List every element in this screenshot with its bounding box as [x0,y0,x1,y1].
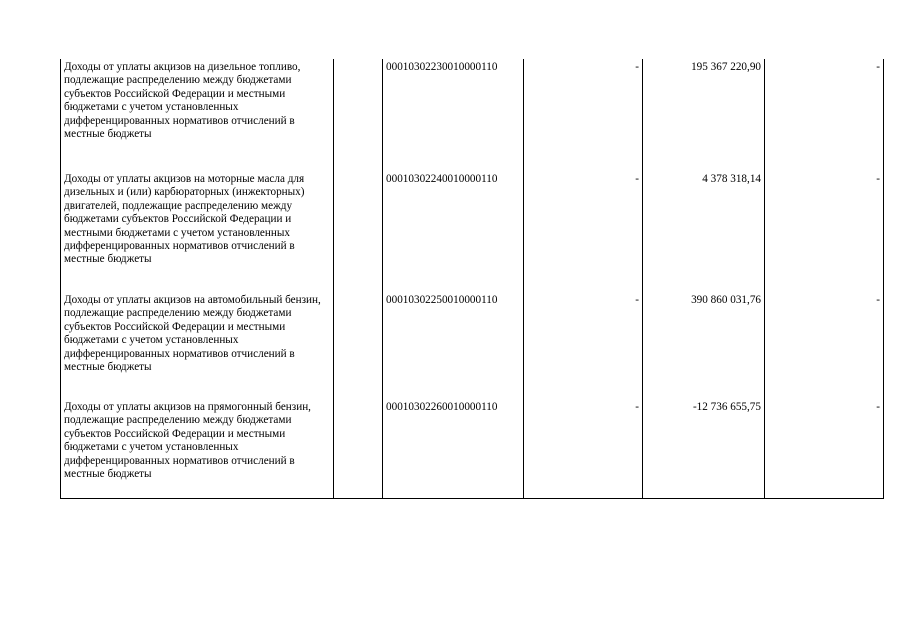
executed-amount-cell: 4 378 318,14 [643,171,765,292]
unexecuted-amount-cell: - [765,59,884,171]
revenue-name-cell: Доходы от уплаты акцизов на прямогонный бензин, подлежащие распределению между бюджетами субъектов Российской Федерации и местными бюджетами с учетом установленных дифференцированных нормативов отчислений в местные бюджеты [61,399,334,499]
executed-amount-cell: -12 736 655,75 [643,399,765,499]
budget-code-cell: 00010302240010000110 [383,171,524,292]
empty-cell [334,59,383,171]
unexecuted-amount-cell: - [765,399,884,499]
empty-cell [334,171,383,292]
budget-code-cell: 00010302250010000110 [383,292,524,399]
budget-code-cell: 00010302230010000110 [383,59,524,171]
executed-amount-cell: 195 367 220,90 [643,59,765,171]
unexecuted-amount-cell: - [765,292,884,399]
approved-amount-cell: - [524,171,643,292]
revenue-name-cell: Доходы от уплаты акцизов на моторные масла для дизельных и (или) карбюраторных (инжекторных) двигателей, подлежащие распределению между бюджетами субъектов Российской Федерации и местными бюджетами с учетом установленных дифференцированных нормативов отчислений в местные бюджеты [61,171,334,292]
revenue-table [60,59,884,499]
revenue-name-cell: Доходы от уплаты акцизов на дизельное топливо, подлежащие распределению между бюджетами субъектов Российской Федерации и местными бюджетами с учетом установленных дифференцированных нормативов отчислений в местные бюджеты [61,59,334,171]
table-row [61,171,884,292]
revenue-name-cell: Доходы от уплаты акцизов на автомобильный бензин, подлежащие распределению между бюджетами субъектов Российской Федерации и местными бюджетами с учетом установленных дифференцированных нормативов отчислений в местные бюджеты [61,292,334,399]
empty-cell [334,399,383,499]
empty-cell [334,292,383,399]
table-row [61,399,884,499]
unexecuted-amount-cell: - [765,171,884,292]
table-row [61,59,884,171]
approved-amount-cell: - [524,292,643,399]
budget-code-cell: 00010302260010000110 [383,399,524,499]
approved-amount-cell: - [524,59,643,171]
table-row [61,292,884,399]
executed-amount-cell: 390 860 031,76 [643,292,765,399]
approved-amount-cell: - [524,399,643,499]
